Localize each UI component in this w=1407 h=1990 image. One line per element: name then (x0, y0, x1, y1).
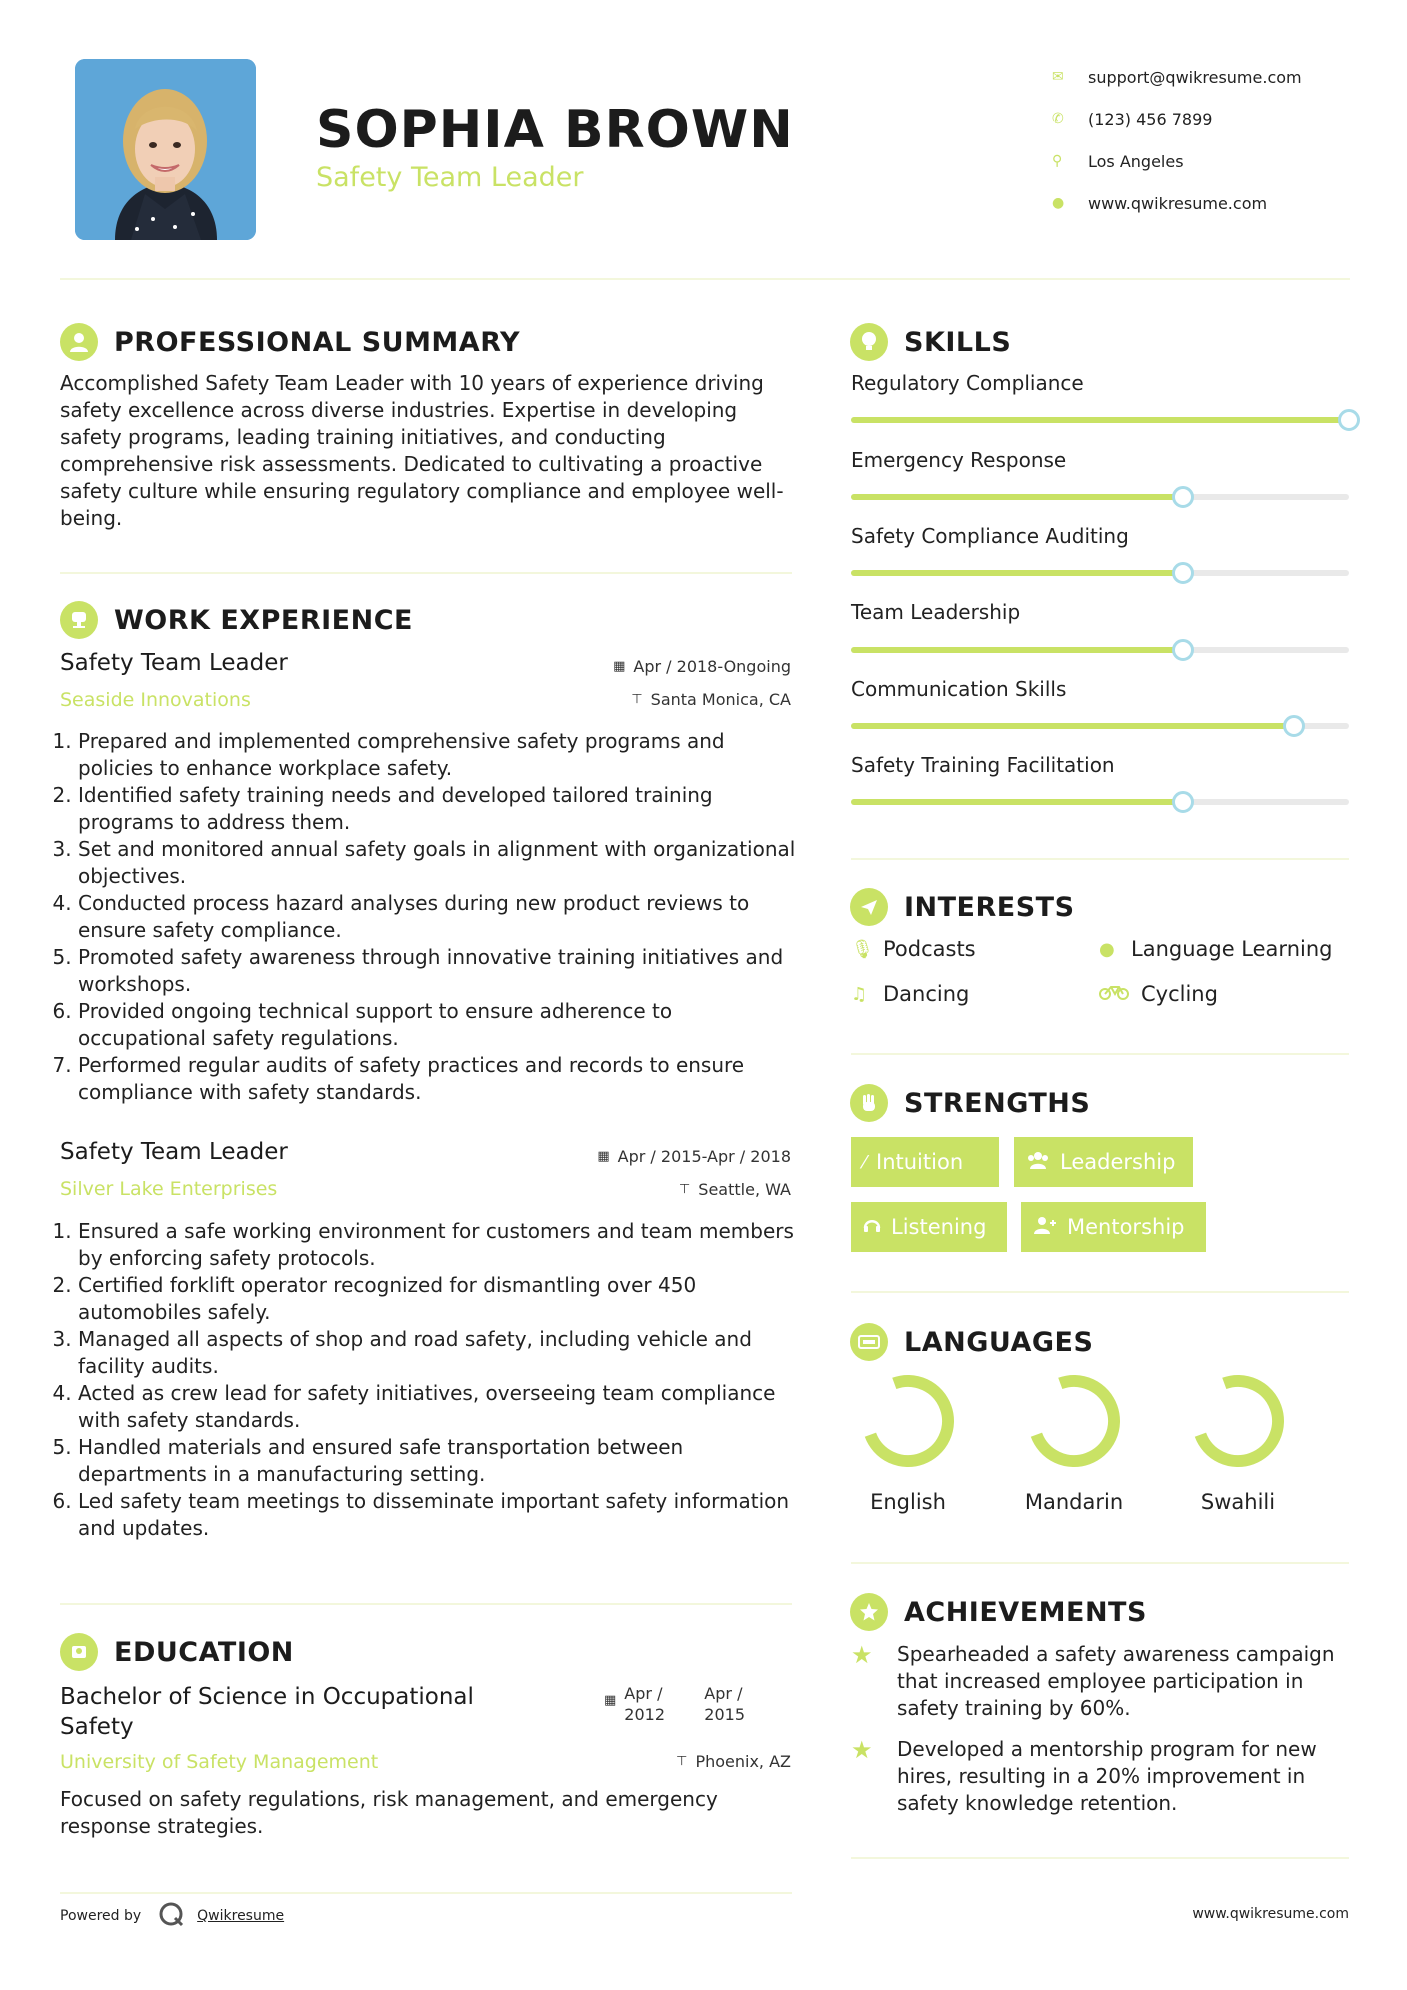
strength-label: Intuition (876, 1150, 964, 1174)
star-icon: ★ (851, 1736, 873, 1764)
skill-bar-knob[interactable] (1172, 486, 1194, 508)
achievement-item (851, 1641, 1351, 1722)
calendar-icon: ▦ (613, 659, 626, 674)
skill-name: Team Leadership (851, 600, 1021, 624)
users-icon (1026, 1151, 1050, 1174)
education-school: University of Safety Management (60, 1751, 379, 1773)
profile-photo-image (75, 59, 256, 240)
education-header (60, 1633, 294, 1671)
skill-bar-fill (851, 647, 1183, 653)
strength-listening (851, 1202, 1007, 1252)
achievements-divider (851, 1857, 1349, 1859)
pin-icon: ⊤ (631, 692, 643, 707)
achievement-text: Developed a mentorship program for new hires, resulting in a 20% improvement in safety knowledge retention. (897, 1737, 1317, 1815)
education-date-start: Apr / 2012 (624, 1684, 666, 1724)
contact-website[interactable] (1052, 182, 1302, 224)
list-item: 7. Performed regular audits of safety practices and records to ensure compliance with safety standards. (78, 1052, 800, 1106)
experience-header (60, 601, 413, 639)
globe-icon: ● (1052, 195, 1065, 211)
candidate-name: SOPHIA BROWN (316, 100, 794, 160)
job-2-date (597, 1147, 791, 1166)
lightbulb-icon (850, 323, 888, 361)
strength-leadership (1014, 1137, 1193, 1187)
job-1-company: Seaside Innovations (60, 689, 251, 711)
job-2-location (679, 1180, 791, 1199)
skill-bar-knob[interactable] (1172, 562, 1194, 584)
language-ring-english (860, 1373, 956, 1469)
skill-bar (851, 417, 1349, 423)
briefcase-icon (60, 601, 98, 639)
skill-name: Communication Skills (851, 677, 1067, 701)
contact-location (1052, 140, 1302, 182)
job-2-duties (60, 1218, 800, 1542)
skill-name: Safety Compliance Auditing (851, 524, 1129, 548)
list-item: 3. Set and monitored annual safety goals in alignment with organizational objectives. (78, 836, 800, 890)
contact-phone-text: (123) 456 7899 (1088, 109, 1213, 129)
strength-mentorship (1021, 1202, 1206, 1252)
interest-language-learning (1099, 937, 1332, 961)
job-1-date-text: Apr / 2018-Ongoing (633, 657, 791, 676)
language-ring-arc (1200, 1381, 1278, 1461)
job-2-title: Safety Team Leader (60, 1139, 288, 1165)
paper-plane-icon (850, 888, 888, 926)
achievement-item (851, 1736, 1351, 1817)
summary-divider (60, 572, 792, 574)
list-item: 1. Prepared and implemented comprehensive safety programs and policies to enhance workplace safety. (78, 728, 800, 782)
bicycle-icon (1099, 984, 1135, 1005)
job-2-company: Silver Lake Enterprises (60, 1178, 278, 1200)
profile-photo (75, 59, 256, 240)
user-plus-icon (1033, 1216, 1057, 1239)
skill-name: Safety Training Facilitation (851, 753, 1115, 777)
strengths-title: STRENGTHS (904, 1087, 1091, 1119)
strengths-header (850, 1084, 1090, 1122)
skill-bar-knob[interactable] (1172, 639, 1194, 661)
achievements-title: ACHIEVEMENTS (904, 1596, 1147, 1628)
strength-label: Mentorship (1067, 1215, 1185, 1239)
strength-label: Listening (891, 1215, 987, 1239)
interests-header (850, 888, 1075, 926)
job-1-date (613, 657, 791, 676)
languages-divider (851, 1562, 1349, 1564)
list-item: 6. Provided ongoing technical support to ensure adherence to occupational safety regulations. (78, 998, 800, 1052)
list-item: 1. Ensured a safe working environment for customers and team members by enforcing safety protocols. (78, 1218, 800, 1272)
candidate-role: Safety Team Leader (316, 162, 584, 193)
language-ring-swahili (1190, 1373, 1286, 1469)
powered-by-text: Powered by (60, 1908, 142, 1924)
interests-divider (851, 1053, 1349, 1055)
skill-name: Regulatory Compliance (851, 371, 1084, 395)
languages-title: LANGUAGES (904, 1326, 1094, 1358)
interest-label: Dancing (883, 982, 970, 1006)
language-name: Mandarin (1024, 1490, 1124, 1514)
skills-divider (851, 858, 1349, 860)
email-icon: ✉ (1052, 69, 1064, 85)
skills-header (850, 323, 1011, 361)
summary-header (60, 323, 520, 361)
language-ring-arc (1036, 1381, 1114, 1461)
skill-bar (851, 799, 1349, 805)
graduation-icon (60, 1633, 98, 1671)
calendar-icon: ▦ (604, 1693, 617, 1708)
hand-icon (850, 1084, 888, 1122)
skill-bar (851, 723, 1349, 729)
language-name: English (870, 1490, 946, 1514)
summary-text: Accomplished Safety Team Leader with 10 years of experience driving safety excellence across diverse industries. Expertise in developing safety programs, leading training initiatives, and conducting comprehensive risk assessments. Dedicated to cultivating a proactive safety culture while ensuring regulatory compliance and employee well-being. (60, 371, 784, 530)
interests-title: INTERESTS (904, 891, 1075, 923)
education-location-text: Phoenix, AZ (695, 1752, 791, 1771)
list-item: 5. Promoted safety awareness through innovative training initiatives and workshops. (78, 944, 800, 998)
interest-cycling (1099, 982, 1218, 1006)
list-item: 4. Conducted process hazard analyses during new product reviews to ensure safety compliance. (78, 890, 800, 944)
languages-header (850, 1323, 1093, 1361)
language-icon (850, 1323, 888, 1361)
language-name: Swahili (1200, 1490, 1276, 1514)
skill-bar-fill (851, 494, 1183, 500)
list-item: 5. Handled materials and ensured safe transportation between departments in a manufacturing setting. (78, 1434, 800, 1488)
interest-dancing (851, 982, 969, 1006)
job-2-date-text: Apr / 2015-Apr / 2018 (617, 1147, 791, 1166)
phone-icon: ✆ (1052, 111, 1064, 127)
music-icon: ♫ (851, 983, 868, 1005)
education-location (676, 1752, 791, 1771)
contact-list (1052, 56, 1302, 224)
award-icon (850, 1593, 888, 1631)
contact-website-text: www.qwikresume.com (1088, 193, 1268, 213)
job-1-title: Safety Team Leader (60, 650, 288, 676)
job-1-location (631, 690, 791, 709)
list-item: 4. Acted as crew lead for safety initiatives, overseeing team compliance with safety standards. (78, 1380, 800, 1434)
skill-bar (851, 647, 1349, 653)
interest-label: Podcasts (883, 937, 976, 961)
pin-icon: ⊤ (676, 1754, 688, 1769)
experience-divider (60, 1603, 792, 1605)
qwikresume-link[interactable]: Qwikresume (197, 1908, 285, 1924)
microphone-icon: 🎙︎ (851, 938, 874, 960)
interest-podcasts (851, 937, 976, 961)
pin-icon: ⊤ (678, 1182, 691, 1197)
education-title: EDUCATION (114, 1636, 294, 1668)
skill-bar-knob[interactable] (1338, 409, 1360, 431)
footer-site-link[interactable]: www.qwikresume.com (1192, 1906, 1349, 1922)
user-icon (60, 323, 98, 361)
summary-title: PROFESSIONAL SUMMARY (114, 326, 521, 358)
headphones-icon (863, 1216, 881, 1239)
list-item: 2. Identified safety training needs and developed tailored training programs to address them. (78, 782, 800, 836)
skill-bar-fill (851, 570, 1183, 576)
skill-bar-fill (851, 799, 1183, 805)
education-dates (604, 1683, 764, 1725)
education-date-end: Apr / 2015 (704, 1684, 746, 1724)
contact-email-text: support@qwikresume.com (1088, 67, 1302, 87)
job-1-duties (60, 728, 800, 1106)
language-ring-arc (870, 1381, 948, 1461)
skill-bar (851, 494, 1349, 500)
footer-powered-by (60, 1900, 284, 1932)
skills-title: SKILLS (904, 326, 1012, 358)
contact-email[interactable] (1052, 56, 1302, 98)
achievement-text: Spearheaded a safety awareness campaign that increased employee participation in safety training by 60%. (897, 1642, 1335, 1720)
skill-name: Emergency Response (851, 448, 1067, 472)
education-description: Focused on safety regulations, risk management, and emergency response strategies. (60, 1787, 718, 1838)
star-icon: ★ (851, 1641, 873, 1669)
contact-phone[interactable] (1052, 98, 1302, 140)
skill-bar-fill (851, 723, 1294, 729)
calendar-icon: ▦ (597, 1149, 610, 1164)
magic-wand-icon: ⁄ (863, 1151, 867, 1173)
job-1-location-text: Santa Monica, CA (650, 690, 791, 709)
skill-bar-fill (851, 417, 1349, 423)
strength-label: Leadership (1060, 1150, 1176, 1174)
strength-intuition (851, 1137, 999, 1187)
list-item: 2. Certified forklift operator recognized for dismantling over 450 automobiles safely. (78, 1272, 800, 1326)
location-icon: ⚲ (1052, 153, 1063, 169)
strengths-divider (851, 1291, 1349, 1293)
language-ring-mandarin (1026, 1373, 1122, 1469)
education-divider (60, 1892, 792, 1894)
education-degree: Bachelor of Science in Occupational Safety (60, 1684, 474, 1740)
job-2-location-text: Seattle, WA (698, 1180, 791, 1199)
skill-bar (851, 570, 1349, 576)
interest-label: Cycling (1141, 982, 1218, 1006)
skill-bar-knob[interactable] (1283, 715, 1305, 737)
achievements-header (850, 1593, 1147, 1631)
skill-bar-knob[interactable] (1172, 791, 1194, 813)
list-item: 6. Led safety team meetings to disseminate important safety information and updates. (78, 1488, 800, 1542)
list-item: 3. Managed all aspects of shop and road safety, including vehicle and facility audits. (78, 1326, 800, 1380)
contact-location-text: Los Angeles (1088, 151, 1184, 171)
qwikresume-logo-icon (157, 1900, 185, 1932)
globe-icon: ● (1099, 938, 1115, 960)
interest-label: Language Learning (1131, 937, 1333, 961)
header-divider (60, 278, 1350, 280)
experience-title: WORK EXPERIENCE (114, 604, 413, 636)
